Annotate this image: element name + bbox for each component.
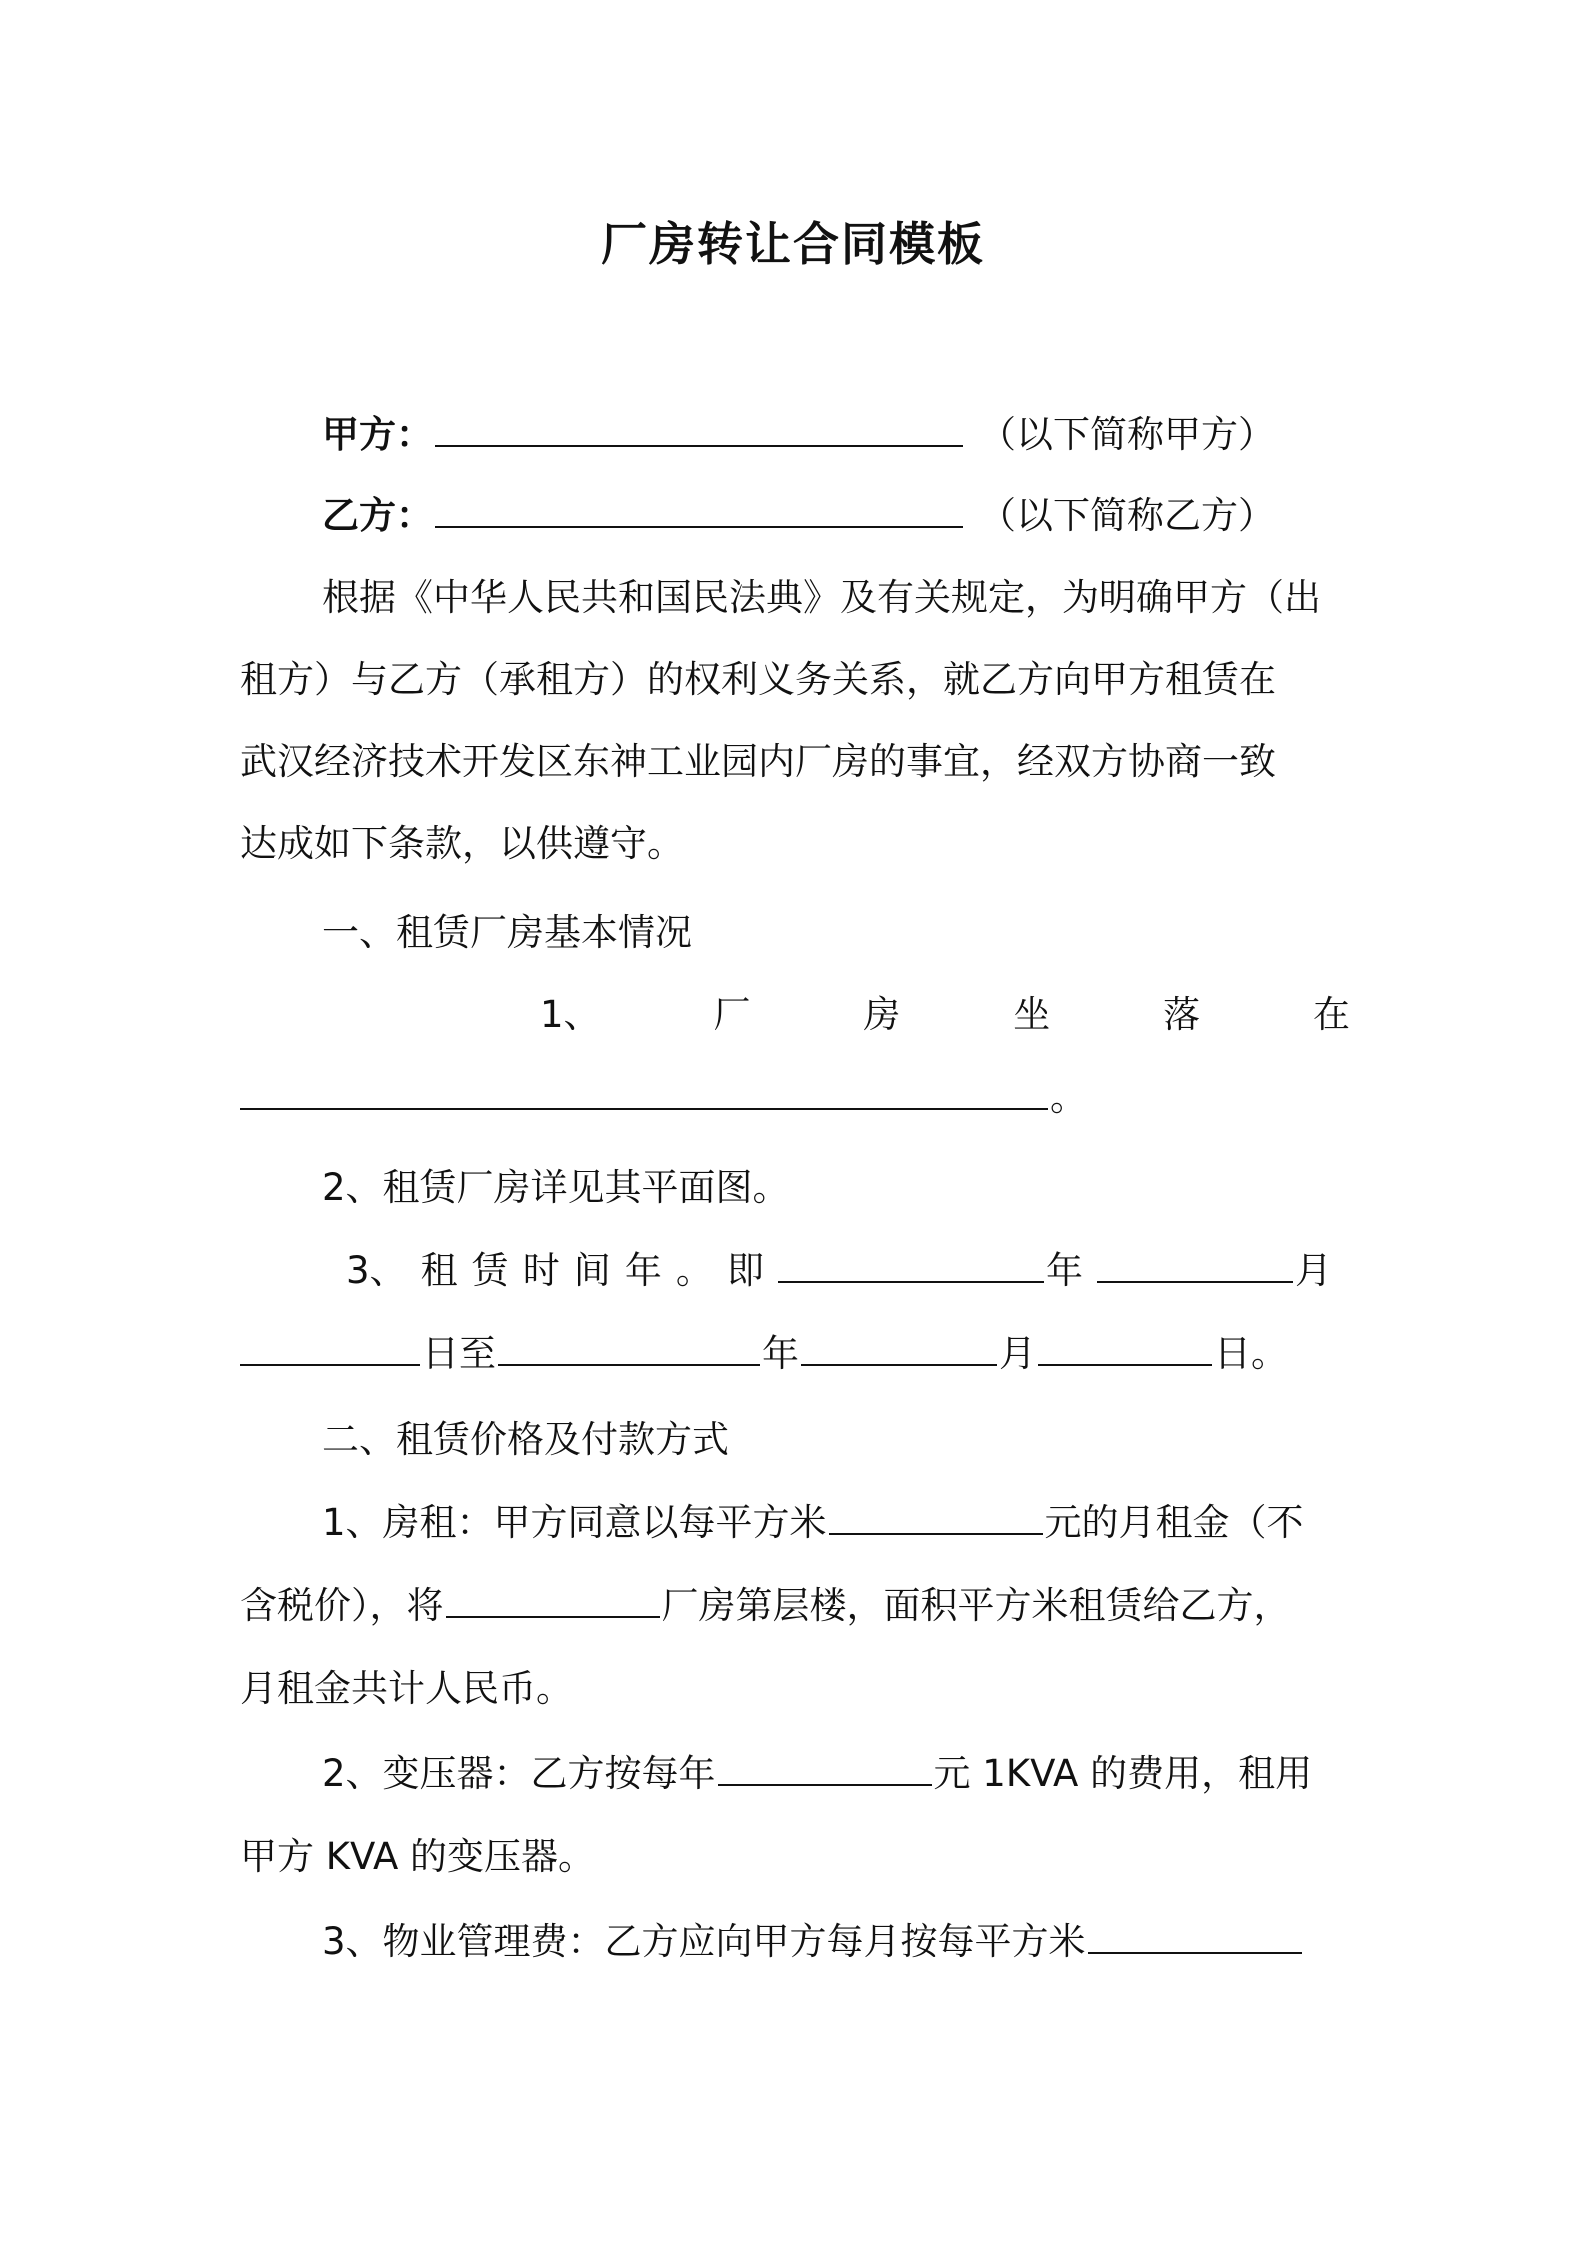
- day-to-text: 日至: [422, 1332, 496, 1375]
- item-1-char: 厂: [713, 993, 751, 1036]
- party-a-line: [322, 407, 1350, 463]
- intro-line-4: 达成如下条款，以供遵守。: [240, 822, 684, 865]
- section-1-heading: 一、租赁厂房基本情况: [322, 911, 692, 954]
- item-1-char: 1、: [540, 993, 601, 1036]
- rent-text-a: 1、房租：甲方同意以每平方米: [322, 1501, 827, 1544]
- party-b-blank[interactable]: [435, 490, 963, 528]
- item-3-char: 时: [522, 1249, 560, 1292]
- party-a-label: 甲方：: [322, 413, 433, 456]
- party-b-suffix: （以下简称乙方）: [979, 494, 1275, 537]
- end-month-blank[interactable]: [801, 1328, 997, 1366]
- item-1-line: [540, 987, 1350, 1043]
- rent-line-3: 月租金共计人民币。: [240, 1667, 573, 1710]
- rent-text-b: 元的月租金（不: [1044, 1501, 1304, 1544]
- item-3-char: 赁: [471, 1249, 509, 1292]
- rent-line-1: [322, 1495, 1350, 1551]
- transformer-text-b: 元 1KVA 的费用，租用: [933, 1752, 1313, 1795]
- item-1-location-line: [240, 1070, 1350, 1126]
- party-b-label: 乙方：: [322, 494, 433, 537]
- item-3-char: 。: [675, 1249, 713, 1292]
- party-a-suffix: （以下简称甲方）: [979, 413, 1275, 456]
- start-day-blank[interactable]: [240, 1328, 420, 1366]
- party-a-blank[interactable]: [435, 409, 963, 447]
- rent-text-c: 含税价），将: [240, 1584, 444, 1627]
- rent-price-blank[interactable]: [829, 1497, 1043, 1535]
- end-year-text: 年: [762, 1332, 799, 1375]
- party-b-line: [322, 488, 1350, 544]
- item-3-year: 年: [1046, 1249, 1083, 1292]
- rent-building-blank[interactable]: [446, 1580, 660, 1618]
- start-year-blank[interactable]: [778, 1245, 1044, 1283]
- item-3-char: 3、: [346, 1249, 407, 1292]
- item-1-char: 在: [1313, 993, 1350, 1036]
- property-fee-text: 3、物业管理费：乙方应向甲方每月按每平方米: [322, 1920, 1086, 1963]
- intro-line-1: 根据《中华人民共和国民法典》及有关规定，为明确甲方（出: [322, 576, 1321, 619]
- item-3-char: 年: [624, 1249, 662, 1292]
- document-title: 厂房转让合同模板: [601, 217, 985, 271]
- item-3-line-2: [240, 1326, 1350, 1382]
- item-2-line: 2、租赁厂房详见其平面图。: [322, 1166, 790, 1209]
- item-3-char: 间: [573, 1249, 611, 1292]
- day-end-text: 日。: [1214, 1332, 1288, 1375]
- item-3-spaced-text: [346, 1243, 764, 1299]
- transformer-line-2: 甲方 KVA 的变压器。: [240, 1835, 596, 1878]
- transformer-fee-blank[interactable]: [718, 1748, 932, 1786]
- item-3-line: [346, 1243, 1350, 1299]
- item-1-char: 落: [1163, 993, 1201, 1036]
- item-3-char: 租: [420, 1249, 458, 1292]
- property-fee-line: [322, 1914, 1350, 1970]
- end-year-blank[interactable]: [498, 1328, 760, 1366]
- item-1-char: 房: [863, 993, 901, 1036]
- rent-line-2: [240, 1578, 1350, 1634]
- transformer-line-1: [322, 1746, 1350, 1802]
- end-day-blank[interactable]: [1038, 1328, 1212, 1366]
- item-3-char: 即: [726, 1249, 764, 1292]
- intro-line-2: 租方）与乙方（承租方）的权利义务关系，就乙方向甲方租赁在: [240, 658, 1276, 701]
- item-1-char: 坐: [1013, 993, 1051, 1036]
- end-month-text: 月: [999, 1332, 1036, 1375]
- location-blank[interactable]: [240, 1072, 1048, 1110]
- item-1-end: 。: [1050, 1076, 1087, 1119]
- item-3-month: 月: [1295, 1249, 1332, 1292]
- property-fee-blank[interactable]: [1088, 1916, 1302, 1954]
- intro-line-3: 武汉经济技术开发区东神工业园内厂房的事宜，经双方协商一致: [240, 740, 1276, 783]
- start-month-blank[interactable]: [1097, 1245, 1293, 1283]
- rent-text-d: 厂房第层楼，面积平方米租赁给乙方，: [661, 1584, 1291, 1627]
- section-2-heading: 二、租赁价格及付款方式: [322, 1418, 729, 1461]
- transformer-text-a: 2、变压器：乙方按每年: [322, 1752, 716, 1795]
